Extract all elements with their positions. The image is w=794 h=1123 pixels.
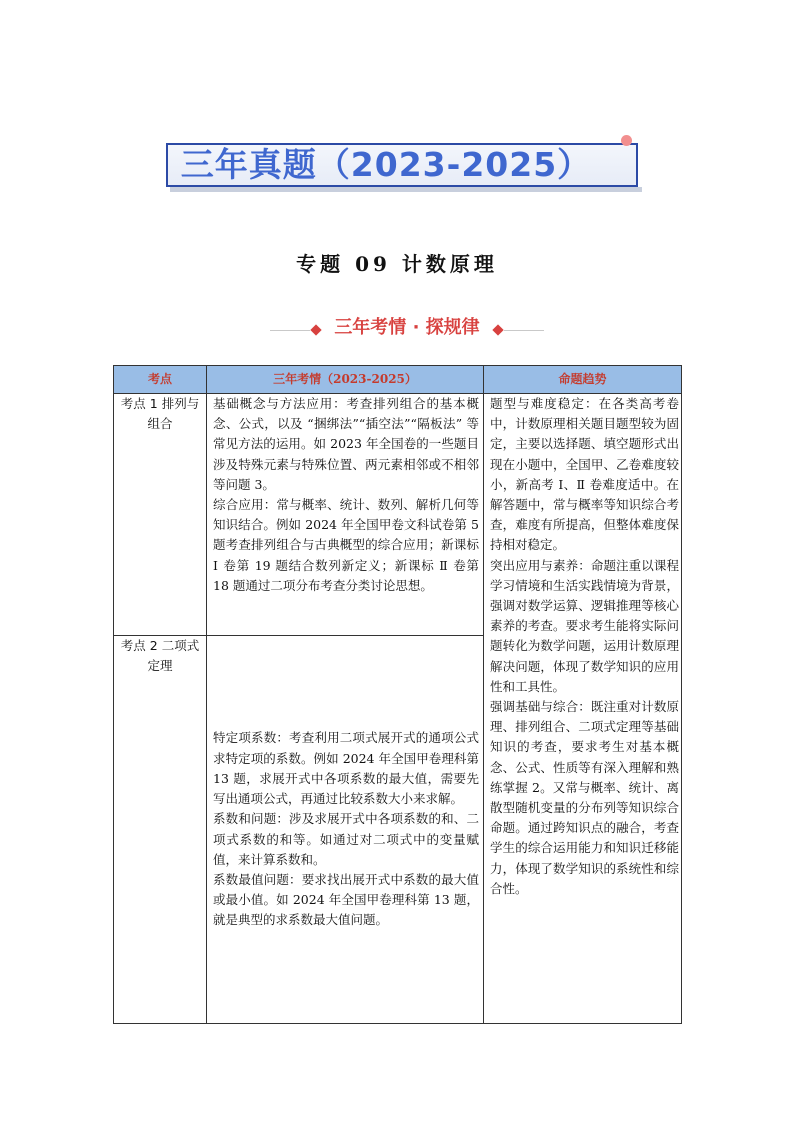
- content-cell: [207, 636, 484, 1024]
- point-cell: 考点 2 二项式定理: [114, 636, 207, 1024]
- banner-title: 三年真题（2023-2025）: [180, 145, 592, 184]
- banner-shadow: [170, 187, 642, 192]
- content-paragraph: 系数和问题：涉及求展开式中各项系数的和、二项式系数的和等。如通过对二项式中的变量赋值，来计算系数和。: [213, 811, 479, 867]
- header-trend: 命题趋势: [484, 366, 682, 394]
- point-cell: 考点 1 排列与组合: [114, 394, 207, 636]
- trend-paragraph: 突出应用与素养：命题注重以课程学习情境和生活实践情境为背景，强调对数学运算、逻辑推理等核心素养的考查。要求考生能将实际问题转化为数学问题，运用计数原理解决问题，体现了数学知识的应用性和工具性。: [490, 557, 679, 694]
- content-paragraph: 特定项系数：考查利用二项式展开式的通项公式求特定项的系数。例如 2024 年全国甲卷理科第 13 题，求展开式中各项系数的最大值，需要先写出通项公式，再通过比较系数大小来求解。: [213, 730, 479, 807]
- section-divider-right: [504, 330, 544, 331]
- section-title: 三年考情 · 探规律: [334, 317, 480, 338]
- table-row: [114, 394, 682, 636]
- trend-paragraph: 强调基础与综合：既注重对计数原理、排列组合、二项式定理等基础知识的考查，要求考生对基本概念、公式、性质等有深入理解和熟练掌握 2。又常与概率、统计、离散型随机变量的分布列等知识综合命题。通过跨知识点的融合，考查学生的综合运用能力和知识迁移能力，体现了数学知识的系统性和综合性。: [490, 699, 679, 896]
- content-paragraph: 综合应用：常与概率、统计、数列、解析几何等知识结合。例如 2024 年全国甲卷文科试卷第 5 题考查排列组合与古典概型的综合应用；新课标 Ⅰ 卷第 19 题结合数列新定义；新课标 Ⅱ 卷第 18 题通过二项分布考查分类讨论思想。: [213, 497, 479, 593]
- content-paragraph: 系数最值问题：要求找出展开式中系数的最大值或最小值。如 2024 年全国甲卷理科第 13 题，就是典型的求系数最大值问题。: [213, 871, 479, 928]
- trend-cell: [484, 394, 682, 1024]
- exam-analysis-table: [113, 365, 682, 1024]
- header-exam-situation: 三年考情（2023-2025）: [207, 366, 484, 394]
- header-point: 考点: [114, 366, 207, 394]
- section-header: [270, 316, 544, 340]
- table-header-row: [114, 366, 682, 394]
- subject-title: 专题 09 计数原理: [296, 252, 498, 276]
- banner-dot-icon: [621, 135, 632, 146]
- title-banner: [166, 143, 642, 192]
- content-paragraph: 基础概念与方法应用：考查排列组合的基本概念、公式，以及 “捆绑法”“插空法”“隔板法” 等常见方法的运用。如 2023 年全国卷的一些题目涉及特殊元素与特殊位置、两元素相邻或不相邻等问题 3。: [213, 396, 479, 492]
- content-cell: [207, 394, 484, 636]
- trend-paragraph: 题型与难度稳定：在各类高考卷中，计数原理相关题目题型较为固定，主要以选择题、填空题形式出现在小题中，全国甲、乙卷难度较小，新高考 Ⅰ、Ⅱ 卷难度适中。在解答题中，常与概率等知识综合考查，难度有所提高，但整体难度保持相对稳定。: [490, 396, 679, 553]
